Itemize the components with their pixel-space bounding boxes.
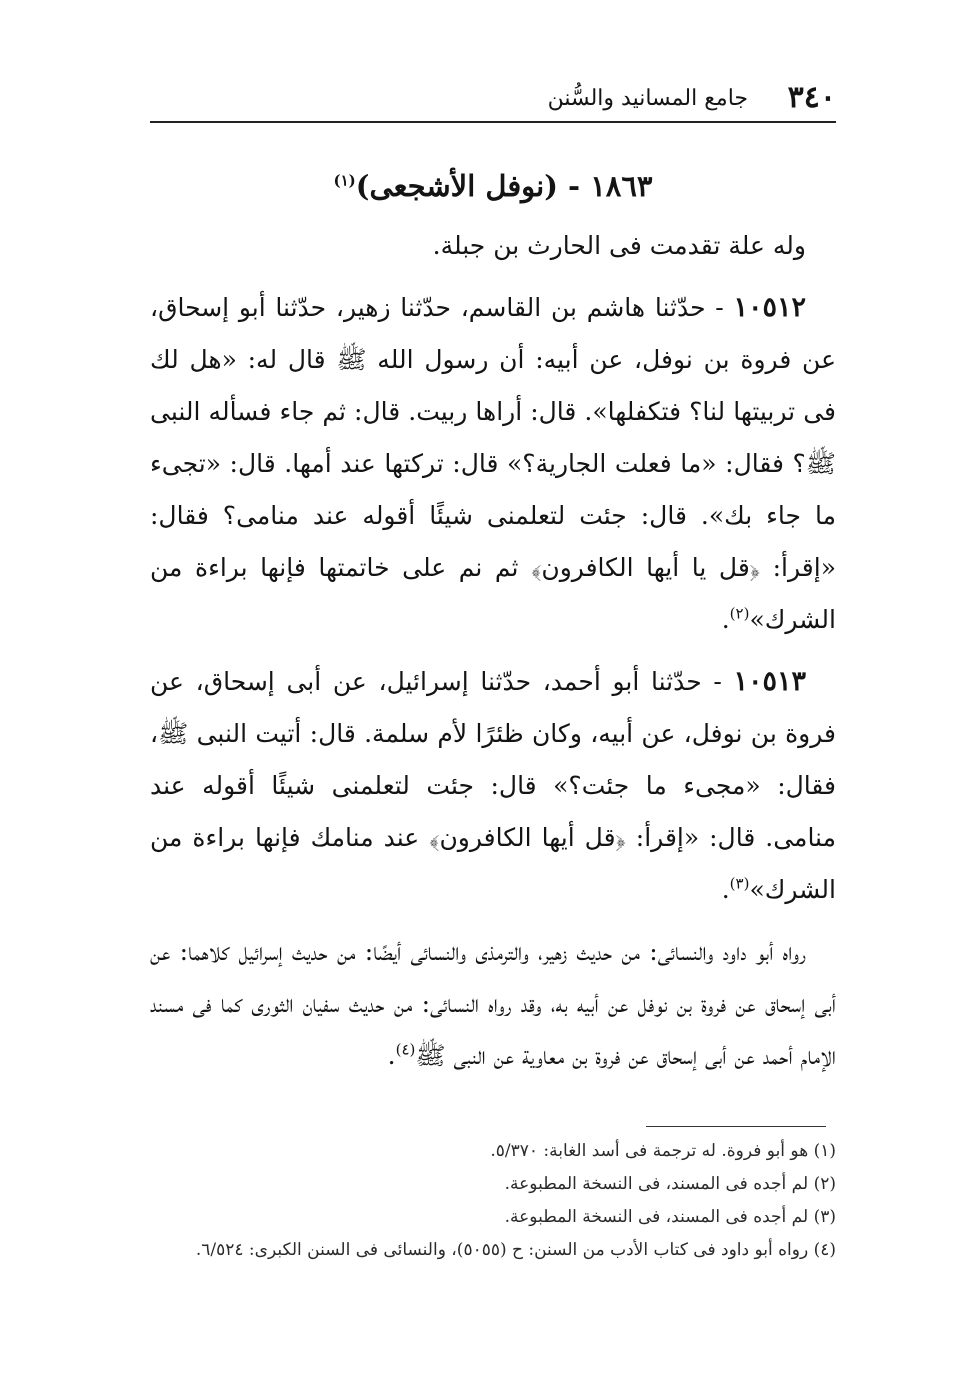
hadith-10512 <box>150 282 836 646</box>
page-header <box>150 78 836 118</box>
hadith-text: - حدّثنا هاشم بن القاسم، حدّثنا زهير، حدّثنا أبو إسحاق، عن فروة بن نوفل، عن أبيه: أن رسول الله ﷺ قال له: «هل لك فى تربيتها لنا؟ فتكفلها». قال: أراها ربيت. قال: ثم جاء فسأله النبى ﷺ؟ فقال: «ما فعلت الجارية؟» قال: تركتها عند أمها. قال: «تجىء ما جاء بك». قال: جئت لتعلمنى شيئًا أقوله عند منامى؟ فقال: «إقرأ: ﴿قل يا أيها الكافرون﴾ ثم نم على خاتمتها فإنها براءة من الشرك» <box>150 293 836 634</box>
chapter-title-text: ١٨٦٣ - (نوفل الأشجعى) <box>355 169 653 203</box>
commentary-text: رواه أبو داود والنسائى: من حديث زهير، والترمذى والنسائى أيضًا: من حديث إسرائيل كلاهما: عن أبى إسحاق عن فروة بن نوفل عن أبيه به، وقد رواه النسائى: من حديث سفيان الثورى كما فى مسند الإمام أحمد عن أبى إسحاق عن فروة بن معاوية عن النبى ﷺ <box>150 937 836 1070</box>
footnotes <box>150 1135 836 1267</box>
footnote-ref: (٣) <box>729 874 750 893</box>
page-number: ٣٤٠ <box>787 80 836 115</box>
header-rule <box>150 121 836 123</box>
paragraph-intro <box>150 220 836 272</box>
hadith-number: ١٠٥١٣ <box>733 666 806 697</box>
paragraph-text: وله علة تقدمت فى الحارث بن جبلة. <box>432 231 806 260</box>
footnote-2: (٢) لم أجده فى المسند، فى النسخة المطبوعة. <box>504 1174 836 1194</box>
footnote-ref: (٢) <box>729 604 750 623</box>
commentary-paragraph <box>150 926 836 1082</box>
full-stop: . <box>721 875 730 904</box>
hadith-10513 <box>150 656 836 916</box>
footnote-3: (٣) لم أجده فى المسند، فى النسخة المطبوعة. <box>504 1207 836 1227</box>
full-stop: . <box>721 605 730 634</box>
running-title: جامع المسانيد والسُّنن <box>547 86 748 111</box>
page-body <box>150 160 836 1092</box>
footnote-rule <box>646 1126 826 1127</box>
hadith-text: - حدّثنا أبو أحمد، حدّثنا إسرائيل، عن أبى إسحاق، عن فروة بن نوفل، عن أبيه، وكان ظئرًا لأم سلمة. قال: أتيت النبى ﷺ، فقال: «مجىء ما جئت؟» قال: جئت لتعلمنى شيئًا أقوله عند منامى. قال: «إقرأ: ﴿قل أيها الكافرون﴾ عند منامك فإنها براءة من الشرك» <box>150 667 836 904</box>
footnote-ref: (١) <box>333 171 356 190</box>
footnote-4: (٤) رواه أبو داود فى كتاب الأدب من السنن: ح (٥٠٥٥)، والنسائى فى السنن الكبرى: ٦/٥٢٤. <box>195 1240 836 1260</box>
footnote-ref: (٤) <box>395 1040 416 1059</box>
footnote-1: (١) هو أبو فروة. له ترجمة فى أسد الغابة: ٥/٣٧٠. <box>490 1141 836 1161</box>
hadith-number: ١٠٥١٢ <box>733 292 806 323</box>
chapter-title <box>150 160 836 212</box>
full-stop: . <box>387 1041 396 1070</box>
